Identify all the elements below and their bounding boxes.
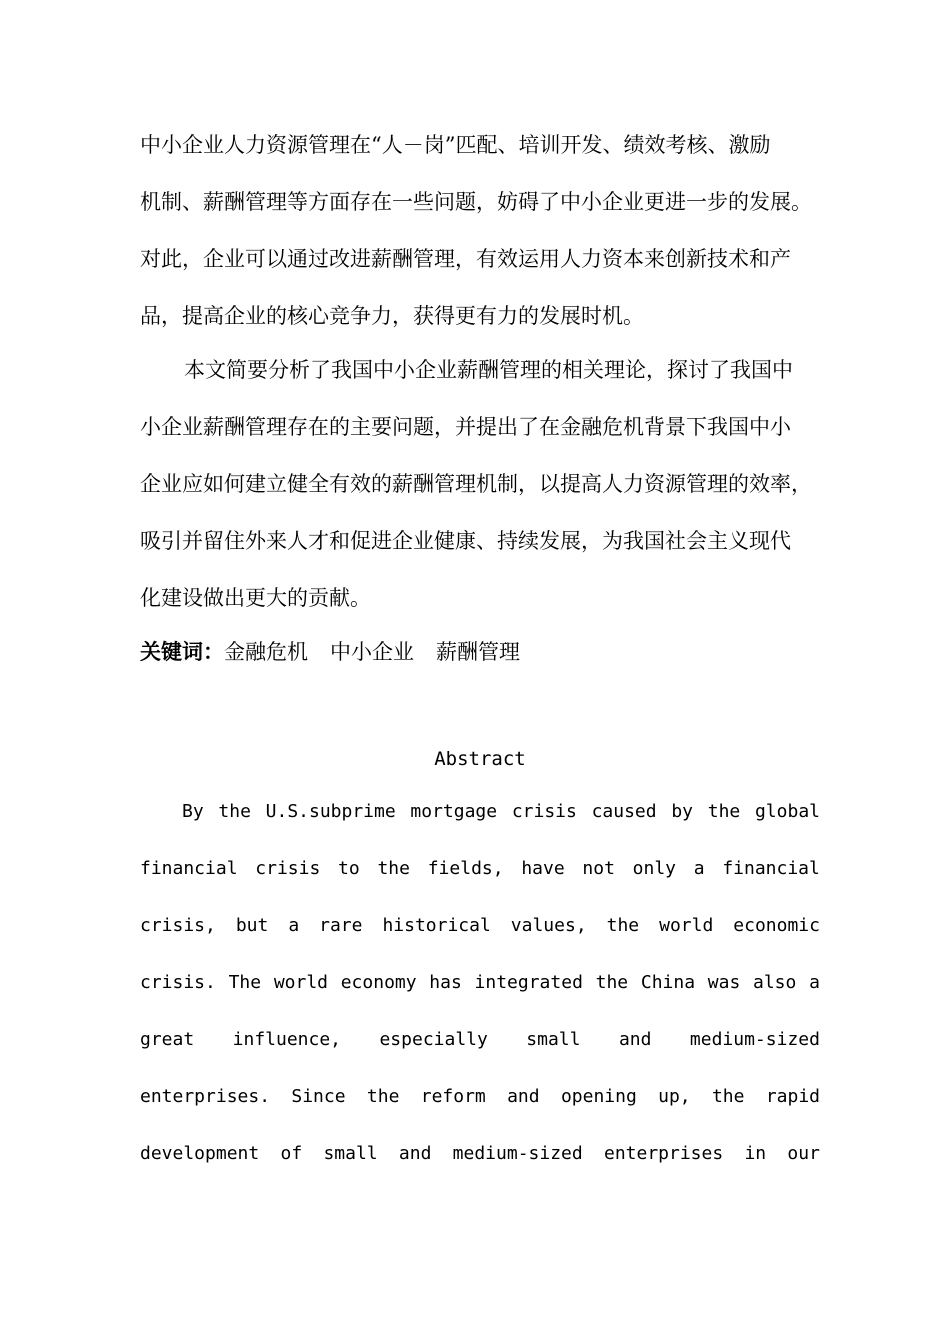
word: the [595,972,629,993]
text-line: 小企业薪酬管理存在的主要问题，并提出了在金融危机背景下我国中小 [140,415,791,439]
word: By [182,801,204,822]
chinese-paragraph-2 [140,342,822,627]
word: has [429,972,462,993]
word: The [228,972,262,993]
text-line: 吸引并留住外来人才和促进企业健康、持续发展，为我国社会主义现代 [140,529,791,553]
text-line [140,1137,820,1194]
text-line [140,795,820,852]
word: rare [319,915,363,936]
word: the [377,858,410,879]
text-line: 中小企业人力资源管理在“人－岗”匹配、培训开发、绩效考核、激励 [140,133,771,157]
text-line [140,909,820,966]
word: the [606,915,640,936]
word: especially [379,1029,488,1050]
word: integrated [474,972,583,993]
word: historical [382,915,491,936]
word: mortgage [410,801,498,822]
text-line: 品，提高企业的核心竞争力，获得更有力的发展时机。 [140,304,644,328]
word: financial [140,858,238,879]
word: have [521,858,565,879]
keywords-line [140,634,542,670]
word: caused [591,801,657,822]
word: fields, [427,858,504,879]
keyword: 薪酬管理 [436,640,520,664]
word: and [507,1086,540,1107]
word: the [218,801,251,822]
chinese-paragraph-1 [140,117,822,345]
word: by [671,801,694,822]
word: the [707,801,741,822]
word: financial [722,858,820,879]
word: crisis [511,801,577,822]
word: a [288,915,300,936]
word: also [753,972,797,993]
word: to [338,858,360,879]
word: economic [733,915,820,936]
text-line [140,1080,820,1137]
word: crisis, [140,915,216,936]
word: medium-sized [452,1143,583,1164]
word: values, [510,915,587,936]
text-line: 机制、薪酬管理等方面存在一些问题，妨碍了中小企业更进一步的发展。 [140,190,812,214]
keyword: 中小企业 [330,640,414,664]
word: enterprises [603,1143,724,1164]
text-line [140,852,820,909]
word: small [526,1029,581,1050]
word: was [707,972,741,993]
word: a [693,858,705,879]
word: great [140,1029,195,1050]
word: not [582,858,615,879]
text-line: 本文简要分析了我国中小企业薪酬管理的相关理论，探讨了我国中 [184,358,793,382]
word: China [640,972,696,993]
word: and [618,1029,652,1050]
keywords-label: 关键词： [140,639,224,664]
english-abstract [140,795,820,1194]
word: crisis. [140,972,216,993]
word: U.S.subprime [265,801,396,822]
word: development [140,1143,260,1164]
word: world [659,915,714,936]
text-line: 化建设做出更大的贡献。 [140,586,371,610]
word: up, [658,1086,691,1107]
word: the [711,1086,745,1107]
text-line: 对此，企业可以通过改进薪酬管理，有效运用人力资本来创新技术和产 [140,247,791,271]
word: enterprises. [140,1086,271,1107]
word: our [787,1143,820,1164]
word: the [366,1086,400,1107]
word: and [398,1143,432,1164]
word: world [273,972,328,993]
text-line [140,966,820,1023]
word: a [809,972,820,993]
word: of [280,1143,303,1164]
word: Since [291,1086,346,1107]
keyword: 金融危机 [224,640,308,664]
word: in [744,1143,767,1164]
word: only [632,858,677,879]
word: reform [420,1086,486,1107]
word: but [235,915,269,936]
word: medium-sized [689,1029,820,1050]
word: rapid [765,1086,820,1107]
text-line [140,1023,820,1080]
word: opening [560,1086,637,1107]
word: small [323,1143,378,1164]
abstract-heading: Abstract [434,748,526,770]
word: crisis [255,858,321,879]
word: economy [340,972,417,993]
word: influence, [232,1029,342,1050]
word: global [754,801,820,822]
text-line: 企业应如何建立健全有效的薪酬管理机制，以提高人力资源管理的效率， [140,472,812,496]
